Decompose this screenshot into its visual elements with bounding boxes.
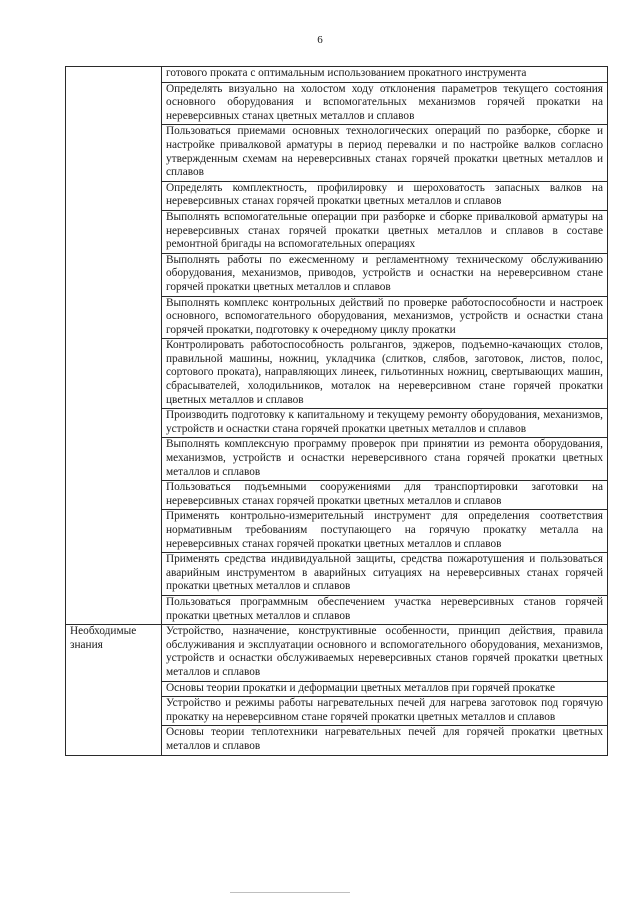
table-cell: Производить подготовку к капитальному и текущему ремонту оборудования, механизмов, устройств и оснастки стана горячей прокатки цветных металлов и сплавов xyxy=(162,409,608,438)
table-cell: Определять визуально на холостом ходу отклонения параметров текущего состояния основного оборудования и вспомогательных механизмов горячей прокатки на нереверсивных станах цветных металлов и сплавов xyxy=(162,82,608,125)
table-cell: Выполнять комплексную программу проверок при принятии из ремонта оборудования, механизмов, устройств и оснастки нереверсивного стана горячей прокатки цветных металлов и сплавов xyxy=(162,438,608,481)
table-cell: Контролировать работоспособность рольгангов, эджеров, подъемно-качающих столов, правильной машины, ножниц, укладчика (слитков, слябов, заготовок, листов, полос, сортового проката), направляющих линеек, гильотинных ножниц, свертывающих машин, сбрасывателей, холодильников, моталок на нереверсивном стане горячей прокатки цветных металлов и сплавов xyxy=(162,339,608,409)
scan-artifact-line xyxy=(230,892,350,893)
table-cell: Основы теории прокатки и деформации цветных металлов при горячей прокатке xyxy=(162,681,608,697)
table-row xyxy=(66,67,608,83)
table-cell: Устройство и режимы работы нагревательных печей для нагрева заготовок под горячую прокатку на нереверсивном стане горячей прокатки цветных металлов и сплавов xyxy=(162,697,608,726)
table-cell: Пользоваться подъемными сооружениями для транспортировки заготовки на нереверсивных станах горячей прокатки цветных металлов и сплавов xyxy=(162,481,608,510)
table-cell: Пользоваться приемами основных технологических операций по разборке, сборке и настройке привалковой арматуры в период перевалки и по настройке валков согласно утвержденным схемам на нереверсивных станах горячей прокатки цветных металлов и сплавов xyxy=(162,125,608,181)
requirements-table xyxy=(65,66,608,756)
table-cell: Выполнять вспомогательные операции при разборке и сборке привалковой арматуры на нереверсивных станах горячей прокатки цветных металлов и сплавов в составе ремонтной бригады на вспомогательных операциях xyxy=(162,210,608,253)
table-cell: Выполнять комплекс контрольных действий по проверке работоспособности и настроек основного, вспомогательного оборудования, механизмов, устройств и оснастки стана горячей прокатки, подготовку к очередному циклу прокатки xyxy=(162,296,608,339)
table-cell: Определять комплектность, профилировку и шероховатость запасных валков на нереверсивных станах горячей прокатки цветных металлов и сплавов xyxy=(162,181,608,210)
section-label: Необходимые знания xyxy=(66,625,162,755)
table-cell: Основы теории теплотехники нагревательных печей для горячей прокатки цветных металлов и сплавов xyxy=(162,726,608,755)
table-cell: готового проката с оптимальным использованием прокатного инструмента xyxy=(162,67,608,83)
table-cell: Пользоваться программным обеспечением участка нереверсивных станов горячей прокатки цветных металлов и сплавов xyxy=(162,595,608,624)
table-cell: Применять средства индивидуальной защиты, средства пожаротушения и пользоваться аварийным инструментом в аварийных ситуациях на нереверсивных станах горячей прокатки цветных металлов и сплавов xyxy=(162,553,608,596)
table-cell: Применять контрольно-измерительный инструмент для определения соответствия нормативным требованиям поступающего на горячую прокатку металла на нереверсивных станах горячей прокатки цветных металлов и сплавов xyxy=(162,510,608,553)
table-cell: Устройство, назначение, конструктивные особенности, принцип действия, правила обслуживания и эксплуатации основного и вспомогательного оборудования, механизмов, устройств и оснастки обслуживаемых нереверсивных станов горячей прокатки цветных металлов и сплавов xyxy=(162,625,608,681)
table-row xyxy=(66,625,608,681)
page-number: 6 xyxy=(317,34,323,46)
skills-label-cell xyxy=(66,67,162,625)
table-cell: Выполнять работы по ежесменному и регламентному техническому обслуживанию оборудования, механизмов, приводов, устройств и оснастки на нереверсивном стане горячей прокатки цветных металлов и сплавов xyxy=(162,253,608,296)
